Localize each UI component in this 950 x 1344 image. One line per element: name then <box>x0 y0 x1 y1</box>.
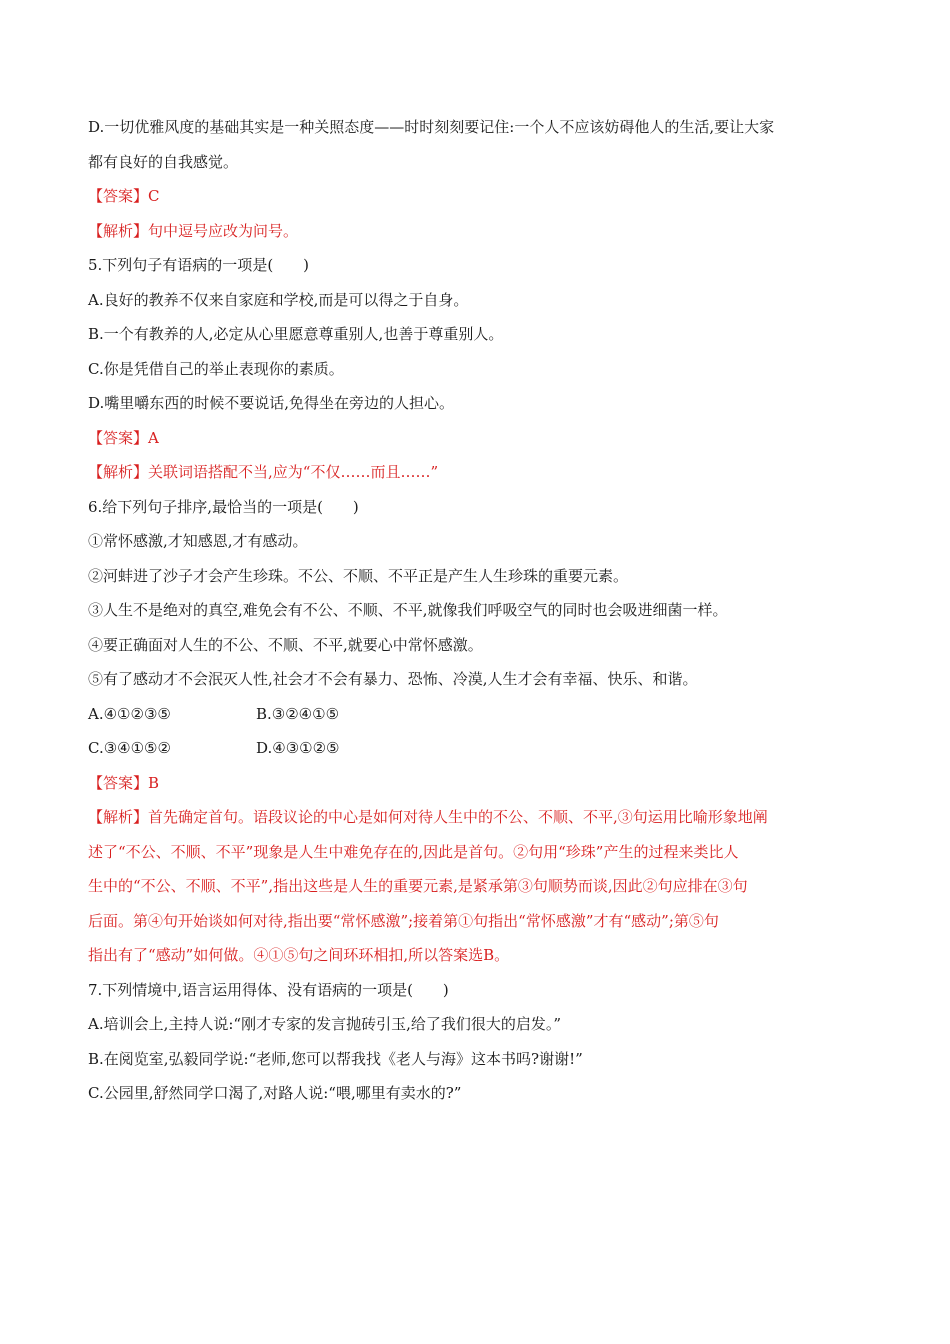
q6-option-b: B.③②④①⑤ <box>256 704 340 723</box>
q6-options-row-1 <box>88 697 868 732</box>
q5-option-b: B.一个有教养的人,必定从心里愿意尊重别人,也善于尊重别人。 <box>88 325 504 343</box>
q6-analysis-line-5: 指出有了“感动”如何做。④①⑤句之间环环相扣,所以答案选B。 <box>88 946 510 964</box>
q6-sentence-3: ③人生不是绝对的真空,难免会有不公、不顺、不平,就像我们呼吸空气的同时也会吸进细菌一样。 <box>88 601 728 619</box>
q6-sentence-4: ④要正确面对人生的不公、不顺、不平,就要心中常怀感激。 <box>88 635 483 654</box>
q5-answer: 【答案】A <box>88 428 159 447</box>
q5-option-a: A.良好的教养不仅来自家庭和学校,而是可以得之于自身。 <box>88 290 469 309</box>
q4-option-d-line2: 都有良好的自我感觉。 <box>88 152 239 171</box>
q6-sentence-5: ⑤有了感动才不会泯灭人性,社会才不会有暴力、恐怖、冷漠,人生才会有幸福、快乐、和谐。 <box>88 670 698 688</box>
q5-stem: 5.下列句子有语病的一项是( ) <box>88 256 310 274</box>
q7-option-b: B.在阅览室,弘毅同学说:“老师,您可以帮我找《老人与海》这本书吗?谢谢!” <box>88 1049 583 1068</box>
q6-sentence-2: ②河蚌进了沙子才会产生珍珠。不公、不顺、不平正是产生人生珍珠的重要元素。 <box>88 566 629 585</box>
q6-analysis-line-1: 【解析】首先确定首句。语段议论的中心是如何对待人生中的不公、不顺、不平,③句运用比喻形象地阐 <box>88 808 768 826</box>
q6-analysis-line-3: 生中的“不公、不顺、不平”,指出这些是人生的重要元素,是紧承第③句顺势而谈,因此②句应排在③句 <box>88 877 748 895</box>
q6-sentence-1: ①常怀感激,才知感恩,才有感动。 <box>88 532 308 550</box>
q4-option-d-line1: D.一切优雅风度的基础其实是一种关照态度——时时刻刻要记住:一个人不应该妨碍他人的生活,要让大家 <box>88 118 775 136</box>
q6-options-row-2 <box>88 731 868 766</box>
q5-analysis: 【解析】关联词语搭配不当,应为“不仅……而且……” <box>88 463 439 481</box>
q6-answer: 【答案】B <box>88 773 160 792</box>
q6-analysis-line-2: 述了“不公、不顺、不平”现象是人生中难免存在的,因此是首句。②句用“珍珠”产生的过程来类比人 <box>88 842 739 861</box>
q4-analysis: 【解析】句中逗号应改为问号。 <box>88 221 299 240</box>
q6-option-c: C.③④①⑤② <box>88 739 171 757</box>
q4-answer: 【答案】C <box>88 187 160 205</box>
q7-stem: 7.下列情境中,语言运用得体、没有语病的一项是( ) <box>88 980 449 999</box>
q7-option-c: C.公园里,舒然同学口渴了,对路人说:“喂,哪里有卖水的?” <box>88 1084 462 1102</box>
document-content <box>88 110 868 1111</box>
q5-option-c: C.你是凭借自己的举止表现你的素质。 <box>88 359 344 378</box>
q6-option-d: D.④③①②⑤ <box>256 739 340 757</box>
q6-option-a: A.④①②③⑤ <box>88 704 171 723</box>
q5-option-d: D.嘴里嚼东西的时候不要说话,免得坐在旁边的人担心。 <box>88 394 455 412</box>
q7-option-a: A.培训会上,主持人说:“刚才专家的发言抛砖引玉,给了我们很大的启发。” <box>88 1015 562 1033</box>
q6-analysis-line-4: 后面。第④句开始谈如何对待,指出要“常怀感激”;接着第①句指出“常怀感激”才有“感动”;第⑤句 <box>88 911 719 930</box>
q6-stem: 6.给下列句子排序,最恰当的一项是( ) <box>88 497 359 516</box>
